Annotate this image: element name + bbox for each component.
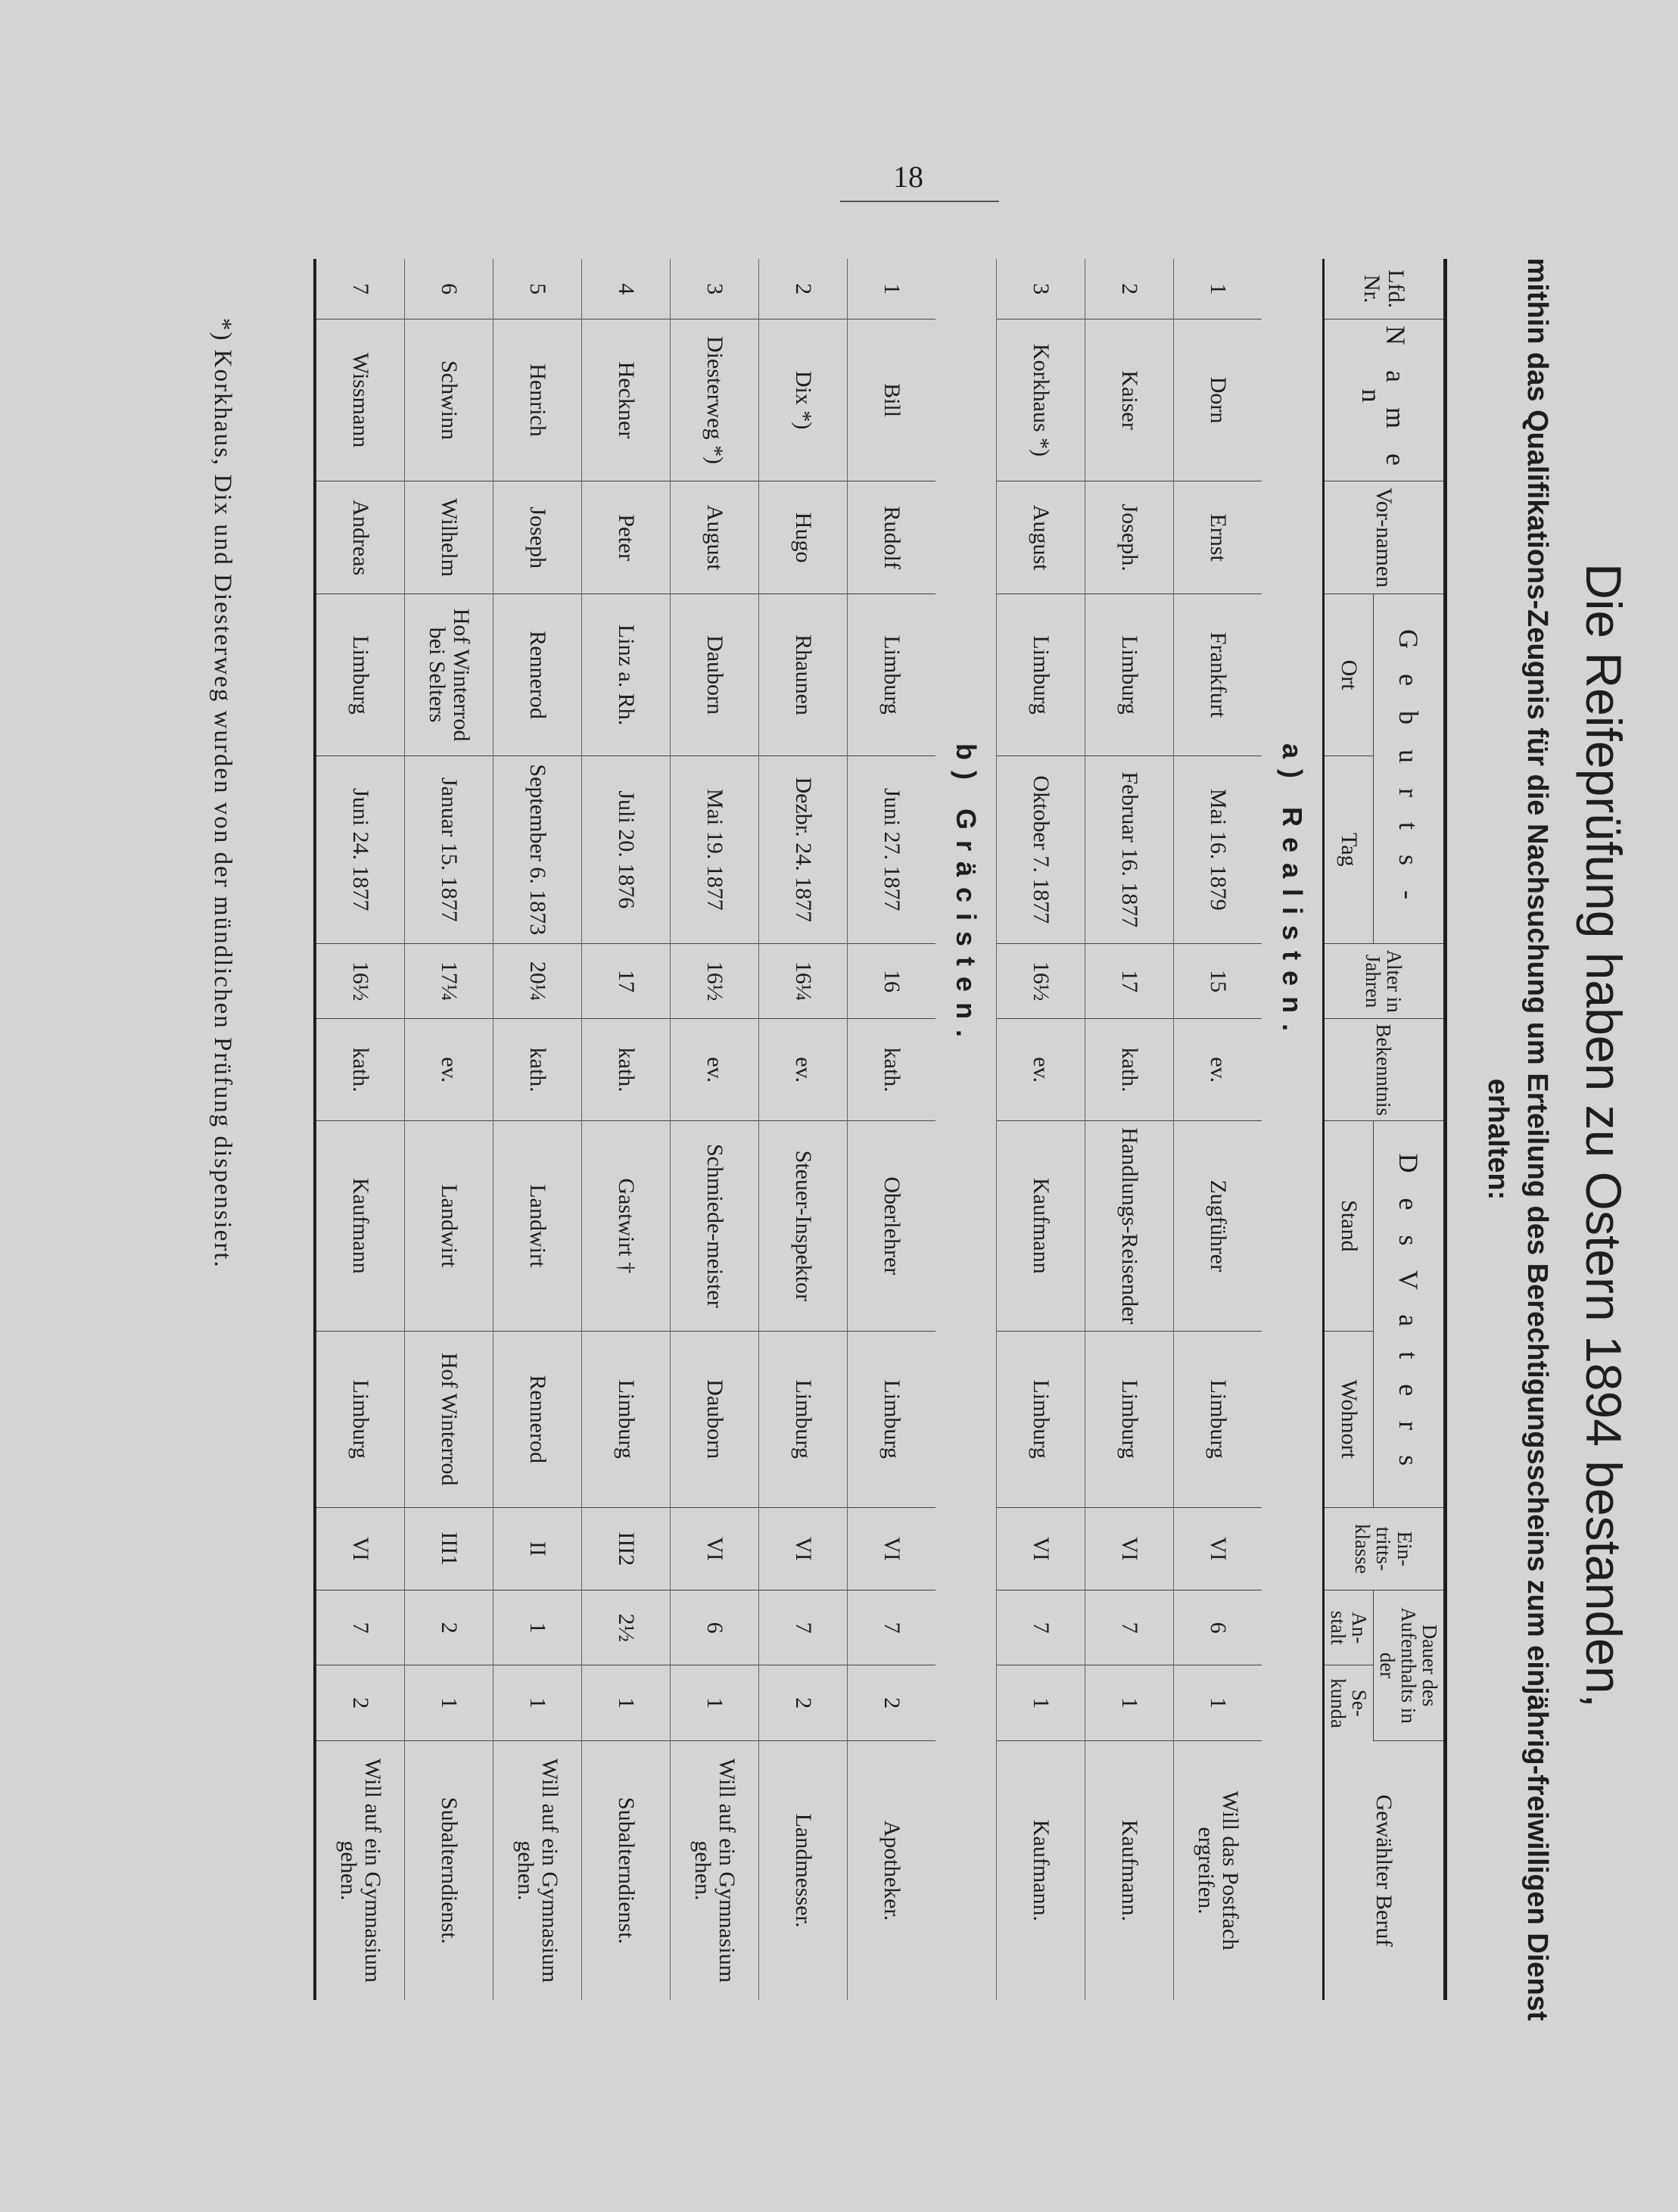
cell-klasse: VI bbox=[848, 1507, 936, 1590]
cell-sekunda: 1 bbox=[582, 1665, 671, 1741]
cell-ort: Linz a. Rh. bbox=[582, 594, 671, 756]
cell-tag: Juli 20. 1876 bbox=[582, 756, 671, 943]
cell-tag: Februar 16. 1877 bbox=[1085, 756, 1174, 943]
cell-vorname: Peter bbox=[582, 481, 671, 594]
cell-ort: Dauborn bbox=[671, 594, 759, 756]
section-label: a) Realisten. bbox=[1277, 743, 1308, 1042]
cell-name: Heckner bbox=[582, 319, 671, 481]
cell-bekenntnis: ev. bbox=[759, 1019, 848, 1121]
cell-beruf: Will auf ein Gymnasium gehen. bbox=[315, 1740, 405, 2000]
section-heading-row bbox=[1262, 259, 1324, 2000]
cell-anstalt: 2 bbox=[405, 1590, 493, 1665]
cell-beruf: Subalterndienst. bbox=[405, 1740, 493, 2000]
cell-name: Schwinn bbox=[405, 319, 493, 481]
cell-sekunda: 1 bbox=[671, 1665, 759, 1741]
cell-klasse: VI bbox=[315, 1507, 405, 1590]
cell-nr: 2 bbox=[1085, 259, 1174, 319]
cell-alter: 16¼ bbox=[759, 943, 848, 1019]
cell-tag: Januar 15. 1877 bbox=[405, 756, 493, 943]
cell-klasse: VI bbox=[997, 1507, 1085, 1590]
cell-wohnort: Rennerod bbox=[493, 1331, 582, 1507]
cell-bekenntnis: kath. bbox=[493, 1019, 582, 1121]
cell-wohnort: Limburg bbox=[848, 1331, 936, 1507]
table-row bbox=[671, 259, 759, 2000]
cell-ort: Hof Winterrod bei Selters bbox=[405, 594, 493, 756]
cell-name: Dix *) bbox=[759, 319, 848, 481]
cell-tag: Dezbr. 24. 1877 bbox=[759, 756, 848, 943]
header-bekenntnis: Bekenntnis bbox=[1324, 1019, 1446, 1121]
cell-anstalt: 7 bbox=[997, 1590, 1085, 1665]
cell-klasse: II bbox=[493, 1507, 582, 1590]
cell-bekenntnis: kath. bbox=[315, 1019, 405, 1121]
cell-stand: Landwirt bbox=[405, 1120, 493, 1331]
cell-ort: Rennerod bbox=[493, 594, 582, 756]
cell-beruf: Subalterndienst. bbox=[582, 1740, 671, 2000]
cell-name: Wissmann bbox=[315, 319, 405, 481]
cell-bekenntnis: ev. bbox=[405, 1019, 493, 1121]
cell-wohnort: Limburg bbox=[315, 1331, 405, 1507]
cell-bekenntnis: kath. bbox=[1085, 1019, 1174, 1121]
cell-beruf: Apotheker. bbox=[848, 1740, 936, 2000]
cell-beruf: Kaufmann. bbox=[997, 1740, 1085, 2000]
cell-name: Diesterweg *) bbox=[671, 319, 759, 481]
cell-stand: Kaufmann bbox=[997, 1120, 1085, 1331]
table-row bbox=[848, 259, 936, 2000]
cell-nr: 4 bbox=[582, 259, 671, 319]
cell-alter: 17 bbox=[582, 943, 671, 1019]
cell-name: Henrich bbox=[493, 319, 582, 481]
cell-vorname: Joseph. bbox=[1085, 481, 1174, 594]
cell-anstalt: 7 bbox=[759, 1590, 848, 1665]
cell-alter: 20¼ bbox=[493, 943, 582, 1019]
cell-bekenntnis: ev. bbox=[671, 1019, 759, 1121]
cell-wohnort: Limburg bbox=[759, 1331, 848, 1507]
table-header bbox=[1324, 259, 1446, 2000]
cell-klasse: VI bbox=[759, 1507, 848, 1590]
header-sekunda: Se-kunda bbox=[1324, 1665, 1374, 1741]
section-label: b) Gräcisten. bbox=[951, 743, 982, 1048]
cell-sekunda: 1 bbox=[1085, 1665, 1174, 1741]
cell-alter: 16½ bbox=[997, 943, 1085, 1019]
cell-ort: Limburg bbox=[997, 594, 1085, 756]
header-ort: Ort bbox=[1324, 594, 1374, 756]
cell-anstalt: 6 bbox=[1174, 1590, 1262, 1665]
cell-vorname: August bbox=[997, 481, 1085, 594]
cell-vorname: Rudolf bbox=[848, 481, 936, 594]
cell-bekenntnis: ev. bbox=[997, 1019, 1085, 1121]
cell-sekunda: 1 bbox=[493, 1665, 582, 1741]
cell-vorname: Joseph bbox=[493, 481, 582, 594]
cell-stand: Steuer-Inspektor bbox=[759, 1120, 848, 1331]
header-geburts: G e b u r t s - bbox=[1374, 594, 1446, 943]
cell-nr: 1 bbox=[848, 259, 936, 319]
cell-tag: Oktober 7. 1877 bbox=[997, 756, 1085, 943]
cell-sekunda: 1 bbox=[997, 1665, 1085, 1741]
cell-ort: Limburg bbox=[315, 594, 405, 756]
footnote: *) Korkhaus, Dix und Diesterweg wurden von der mündlichen Prüfung dispensiert. bbox=[209, 318, 236, 1269]
cell-anstalt: 7 bbox=[848, 1590, 936, 1665]
header-beruf: Gewählter Beruf bbox=[1324, 1740, 1446, 2000]
header-vornamen: Vor-namen bbox=[1324, 481, 1446, 594]
cell-beruf: Will das Postfach ergreifen. bbox=[1174, 1740, 1262, 2000]
cell-alter: 15 bbox=[1174, 943, 1262, 1019]
table-row bbox=[315, 259, 405, 2000]
cell-sekunda: 2 bbox=[848, 1665, 936, 1741]
cell-name: Bill bbox=[848, 319, 936, 481]
cell-wohnort: Hof Winterrod bbox=[405, 1331, 493, 1507]
cell-alter: 17¼ bbox=[405, 943, 493, 1019]
cell-stand: Schmiede-meister bbox=[671, 1120, 759, 1331]
table-row bbox=[582, 259, 671, 2000]
cell-alter: 16½ bbox=[671, 943, 759, 1019]
results-table bbox=[313, 259, 1447, 2000]
header-des-vaters: D e s V a t e r s bbox=[1374, 1120, 1446, 1507]
header-tag: Tag bbox=[1324, 756, 1374, 943]
cell-bekenntnis: kath. bbox=[848, 1019, 936, 1121]
cell-nr: 5 bbox=[493, 259, 582, 319]
cell-beruf: Kaufmann. bbox=[1085, 1740, 1174, 2000]
table-row bbox=[1085, 259, 1174, 2000]
cell-sekunda: 1 bbox=[405, 1665, 493, 1741]
table-row bbox=[493, 259, 582, 2000]
cell-nr: 6 bbox=[405, 259, 493, 319]
cell-alter: 17 bbox=[1085, 943, 1174, 1019]
cell-ort: Limburg bbox=[848, 594, 936, 756]
cell-vorname: Ernst bbox=[1174, 481, 1262, 594]
cell-nr: 1 bbox=[1174, 259, 1262, 319]
cell-anstalt: 6 bbox=[671, 1590, 759, 1665]
cell-sekunda: 2 bbox=[759, 1665, 848, 1741]
cell-stand: Oberlehrer bbox=[848, 1120, 936, 1331]
cell-name: Kaiser bbox=[1085, 319, 1174, 481]
table-row bbox=[997, 259, 1085, 2000]
page-number: 18 bbox=[893, 160, 923, 194]
cell-ort: Rhaunen bbox=[759, 594, 848, 756]
cell-anstalt: 7 bbox=[315, 1590, 405, 1665]
cell-beruf: Landmesser. bbox=[759, 1740, 848, 2000]
cell-name: Dorn bbox=[1174, 319, 1262, 481]
table-body bbox=[315, 259, 1324, 2000]
header-wohnort: Wohnort bbox=[1324, 1331, 1374, 1507]
cell-stand: Landwirt bbox=[493, 1120, 582, 1331]
cell-nr: 7 bbox=[315, 259, 405, 319]
cell-vorname: Wilhelm bbox=[405, 481, 493, 594]
cell-nr: 3 bbox=[671, 259, 759, 319]
cell-klasse: VI bbox=[671, 1507, 759, 1590]
cell-wohnort: Limburg bbox=[1174, 1331, 1262, 1507]
header-dauer: Dauer des Aufenthalts in der bbox=[1374, 1590, 1446, 1741]
cell-bekenntnis: ev. bbox=[1174, 1019, 1262, 1121]
cell-klasse: III1 bbox=[405, 1507, 493, 1590]
cell-bekenntnis: kath. bbox=[582, 1019, 671, 1121]
page-subtitle: mithin das Qualifikations-Zeugnis für die Nachsuchung um Erteilung des Berechtigungsscheins zum einjährig-freiwilligen Dienst erhalten: bbox=[1482, 257, 1553, 2021]
cell-sekunda: 1 bbox=[1174, 1665, 1262, 1741]
cell-klasse: VI bbox=[1085, 1507, 1174, 1590]
header-alter: Alter in Jahren bbox=[1324, 943, 1446, 1019]
cell-tag: Mai 19. 1877 bbox=[671, 756, 759, 943]
cell-stand: Handlungs-Reisender bbox=[1085, 1120, 1174, 1331]
header-eintrittsklasse: Ein-tritts-klasse bbox=[1324, 1507, 1446, 1590]
cell-stand: Zugführer bbox=[1174, 1120, 1262, 1331]
cell-tag: Mai 16. 1879 bbox=[1174, 756, 1262, 943]
cell-wohnort: Limburg bbox=[582, 1331, 671, 1507]
cell-klasse: III2 bbox=[582, 1507, 671, 1590]
cell-alter: 16 bbox=[848, 943, 936, 1019]
cell-ort: Limburg bbox=[1085, 594, 1174, 756]
cell-anstalt: 7 bbox=[1085, 1590, 1174, 1665]
table-row bbox=[405, 259, 493, 2000]
cell-vorname: Andreas bbox=[315, 481, 405, 594]
cell-beruf: Will auf ein Gymnasium gehen. bbox=[671, 1740, 759, 2000]
cell-wohnort: Dauborn bbox=[671, 1331, 759, 1507]
cell-vorname: August bbox=[671, 481, 759, 594]
header-anstalt: An-stalt bbox=[1324, 1590, 1374, 1665]
cell-tag: Juni 27. 1877 bbox=[848, 756, 936, 943]
cell-ort: Frankfurt bbox=[1174, 594, 1262, 756]
table-row bbox=[759, 259, 848, 2000]
header-namen: N a m e n bbox=[1324, 319, 1446, 481]
table-row bbox=[1174, 259, 1262, 2000]
cell-beruf: Will auf ein Gymnasium gehen. bbox=[493, 1740, 582, 2000]
cell-stand: Gastwirt † bbox=[582, 1120, 671, 1331]
cell-stand: Kaufmann bbox=[315, 1120, 405, 1331]
cell-name: Korkhaus *) bbox=[997, 319, 1085, 481]
cell-anstalt: 2½ bbox=[582, 1590, 671, 1665]
cell-tag: September 6. 1873 bbox=[493, 756, 582, 943]
cell-nr: 2 bbox=[759, 259, 848, 319]
cell-nr: 3 bbox=[997, 259, 1085, 319]
cell-vorname: Hugo bbox=[759, 481, 848, 594]
header-stand: Stand bbox=[1324, 1120, 1374, 1331]
cell-alter: 16½ bbox=[315, 943, 405, 1019]
section-heading-row bbox=[936, 259, 997, 2000]
cell-tag: Juni 24. 1877 bbox=[315, 756, 405, 943]
cell-anstalt: 1 bbox=[493, 1590, 582, 1665]
cell-klasse: VI bbox=[1174, 1507, 1262, 1590]
page-title: Die Reifeprüfung haben zu Ostern 1894 bestanden, bbox=[1576, 563, 1632, 1708]
cell-wohnort: Limburg bbox=[1085, 1331, 1174, 1507]
cell-wohnort: Limburg bbox=[997, 1331, 1085, 1507]
header-lfd-nr: Lfd. Nr. bbox=[1324, 259, 1446, 319]
cell-sekunda: 2 bbox=[315, 1665, 405, 1741]
